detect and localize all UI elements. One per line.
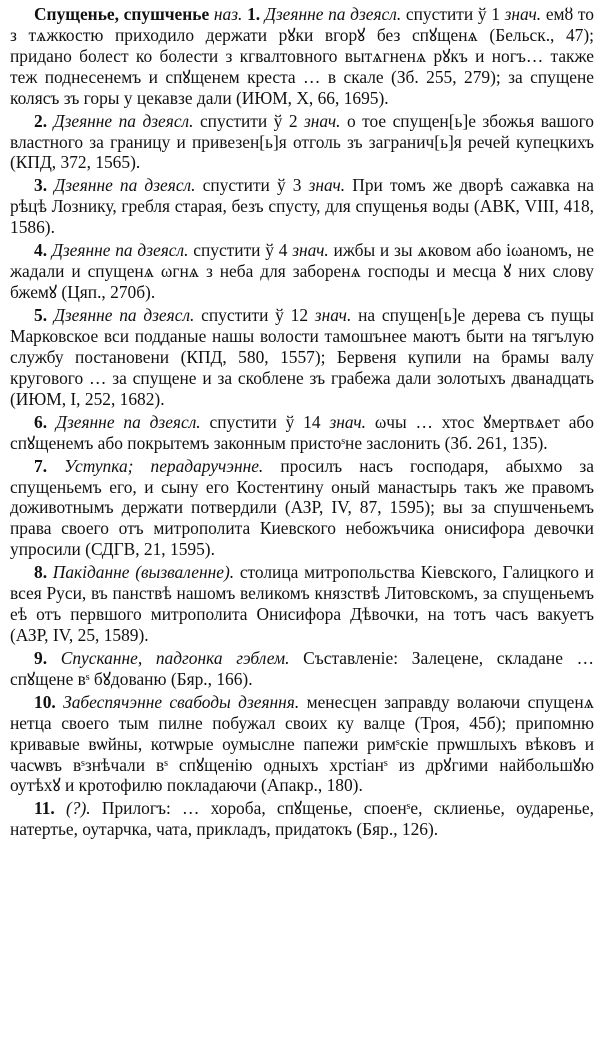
cross-reference-abbr: знач. xyxy=(314,305,352,326)
sense-definition: Уступка; перадаручэнне. xyxy=(64,455,264,476)
sense-definition: Забеспячэнне свабоды дзеяння. xyxy=(63,691,300,712)
sense-2 xyxy=(10,111,594,174)
sense-quotations: столица митропольства Кіевского, Галицкого и всея Руси, въ панствѣ нашомъ великомъ князствѣ Литовскомъ, за спущеньемъ еѣ отъ первшого митрополита Онисифора Дѣвочки, на тотъ часъ вакуетъ (АЗР, IV, 25, 1589). xyxy=(10,562,594,645)
sense-quotations: Съставленіе: Залецене, складане … спꙋщене вˢ бꙋдованю (Бяр., 166). xyxy=(10,647,594,689)
sense-11 xyxy=(10,798,594,840)
sense-number: 4. xyxy=(34,240,48,261)
sense-quotations: емȣ то з тѧжкостю приходило держати рꙋки вгорꙋ без спꙋщенѧ (Бельск., 47); придано болест ко болести з кгвалтовного вытѧгненѧ рꙋкъ и ногъ… также теж поднесенемъ и спꙋщенем креста … в скале (Зб. 255, 279); за спущене колясъ зъ горы у цекавзе дали (ИЮМ, X, 66, 1695). xyxy=(10,4,594,108)
cross-reference-abbr: знач. xyxy=(292,240,329,261)
cross-reference-abbr: знач. xyxy=(329,411,366,432)
sense-definition: Дзеянне па дзеясл. xyxy=(53,110,194,131)
grammar-label: наз. xyxy=(213,4,243,24)
sense-quotations: Прилогъ: … хороба, спꙋщенье, споенˢе, склиенье, оударенье, натертье, оутарчка, чата, прикладъ, придатокъ (Бяр., 126). xyxy=(10,798,594,840)
sense-number: 11. xyxy=(34,798,55,819)
dictionary-entry xyxy=(10,4,594,842)
sense-4 xyxy=(10,240,594,303)
sense-8 xyxy=(10,562,594,646)
sense-quotations: При томъ же дворѣ сажавка на рѣцѣ Лознику, гребля старая, безъ спусту, для спущенья воды (АВК, VIII, 418, 1586). xyxy=(10,175,594,238)
sense-number: 9. xyxy=(34,647,48,668)
sense-definition: Дзеянне па дзеясл. xyxy=(264,4,402,24)
sense-number: 2. xyxy=(34,110,48,131)
sense-quotations: на спущен[ь]е дерева съ пущы Марковское вси подданые нашы волости тамошънее маютъ быти на тягълую службу постановени (КПД, 580, 1557); Бервеня купили на брамы валу кругового … за спущене и за скоблене зъ грабежа дали золотыхъ дванадцать (ИЮМ, I, 252, 1682). xyxy=(10,305,594,409)
sense-number: 10. xyxy=(34,691,56,712)
sense-quotations: ижбы и зы ѧковом або iωаномъ, не жадали и спущенѧ ωгнѧ з неба для забоpенѧ господы и месца ꙋ них слову бжемꙋ (Цяп., 270б). xyxy=(10,240,594,303)
cross-reference: спустити ў 2 xyxy=(199,110,298,131)
cross-reference-abbr: знач. xyxy=(303,110,341,131)
sense-10 xyxy=(10,692,594,797)
sense-definition: Дзеянне па дзеясл. xyxy=(53,305,195,326)
sense-quotations: просилъ насъ господаря, абыхмо за спущеньемъ его, и сыну его Костентину оный манастырь такъ же правомъ доживотнымъ держати потвердили (АЗР, IV, 87, 1595); вы за спушченьемъ права своего отъ митрополита Киевского небожъчика онисифора девочки упросили (СДГВ, 21, 1595). xyxy=(10,455,594,560)
sense-5 xyxy=(10,305,594,410)
cross-reference: спустити ў 4 xyxy=(193,240,288,261)
sense-definition: (?). xyxy=(66,798,91,819)
sense-6 xyxy=(10,412,594,454)
sense-quotations: ωчы … хтос ꙋмертвѧет або спꙋщенемъ або покрытемъ законным пристоˢне заслонить (Зб. 261, 135). xyxy=(10,411,594,453)
sense-number: 1. xyxy=(247,4,261,24)
sense-9 xyxy=(10,648,594,690)
sense-definition: Пакіданне (вызваленне). xyxy=(52,562,235,583)
sense-definition: Дзеянне па дзеясл. xyxy=(51,240,189,261)
sense-number: 7. xyxy=(34,455,48,476)
cross-reference: спустити ў 1 xyxy=(405,4,500,24)
sense-number: 8. xyxy=(34,562,48,583)
sense-1 xyxy=(10,4,594,109)
cross-reference-abbr: знач. xyxy=(308,175,346,196)
cross-reference: спустити ў 3 xyxy=(202,175,302,196)
sense-number: 5. xyxy=(34,305,48,326)
sense-number: 6. xyxy=(34,411,48,432)
sense-number: 3. xyxy=(34,175,48,196)
sense-3 xyxy=(10,175,594,238)
headword: Спущенье, спушченье xyxy=(34,4,210,24)
sense-definition: Дзеянне па дзеясл. xyxy=(54,175,196,196)
sense-quotations: менесцен заправду волаючи спущенѧ нетца своего тым пилне побужал своих ку валце (Троя, 45б); припомню кривавые вѡйны, котѡрые оумыслне папежи римˢскіе прѡшлыхъ вѣковъ и часѡвъ вˢзнѣчали вˢ спꙋщенію одныхъ хрстіанˢ из дрꙋгими найбольшꙋю оутѣхꙋ и кротофилю покладаючи (Апакр., 180). xyxy=(10,691,594,796)
cross-reference: спустити ў 12 xyxy=(201,305,309,326)
sense-quotations: о тое спущен[ь]е збожья вашого властного за границу и привезен[ь]я отголь зъ загранич[ь]я речей купецкихъ (КПД, 372, 1565). xyxy=(10,110,594,173)
sense-definition: Спусканне, падгонка гэблем. xyxy=(60,647,290,668)
cross-reference-abbr: знач. xyxy=(504,4,542,24)
cross-reference: спустити ў 14 xyxy=(209,411,321,432)
sense-definition: Дзеянне па дзеясл. xyxy=(55,411,201,432)
sense-7 xyxy=(10,456,594,561)
